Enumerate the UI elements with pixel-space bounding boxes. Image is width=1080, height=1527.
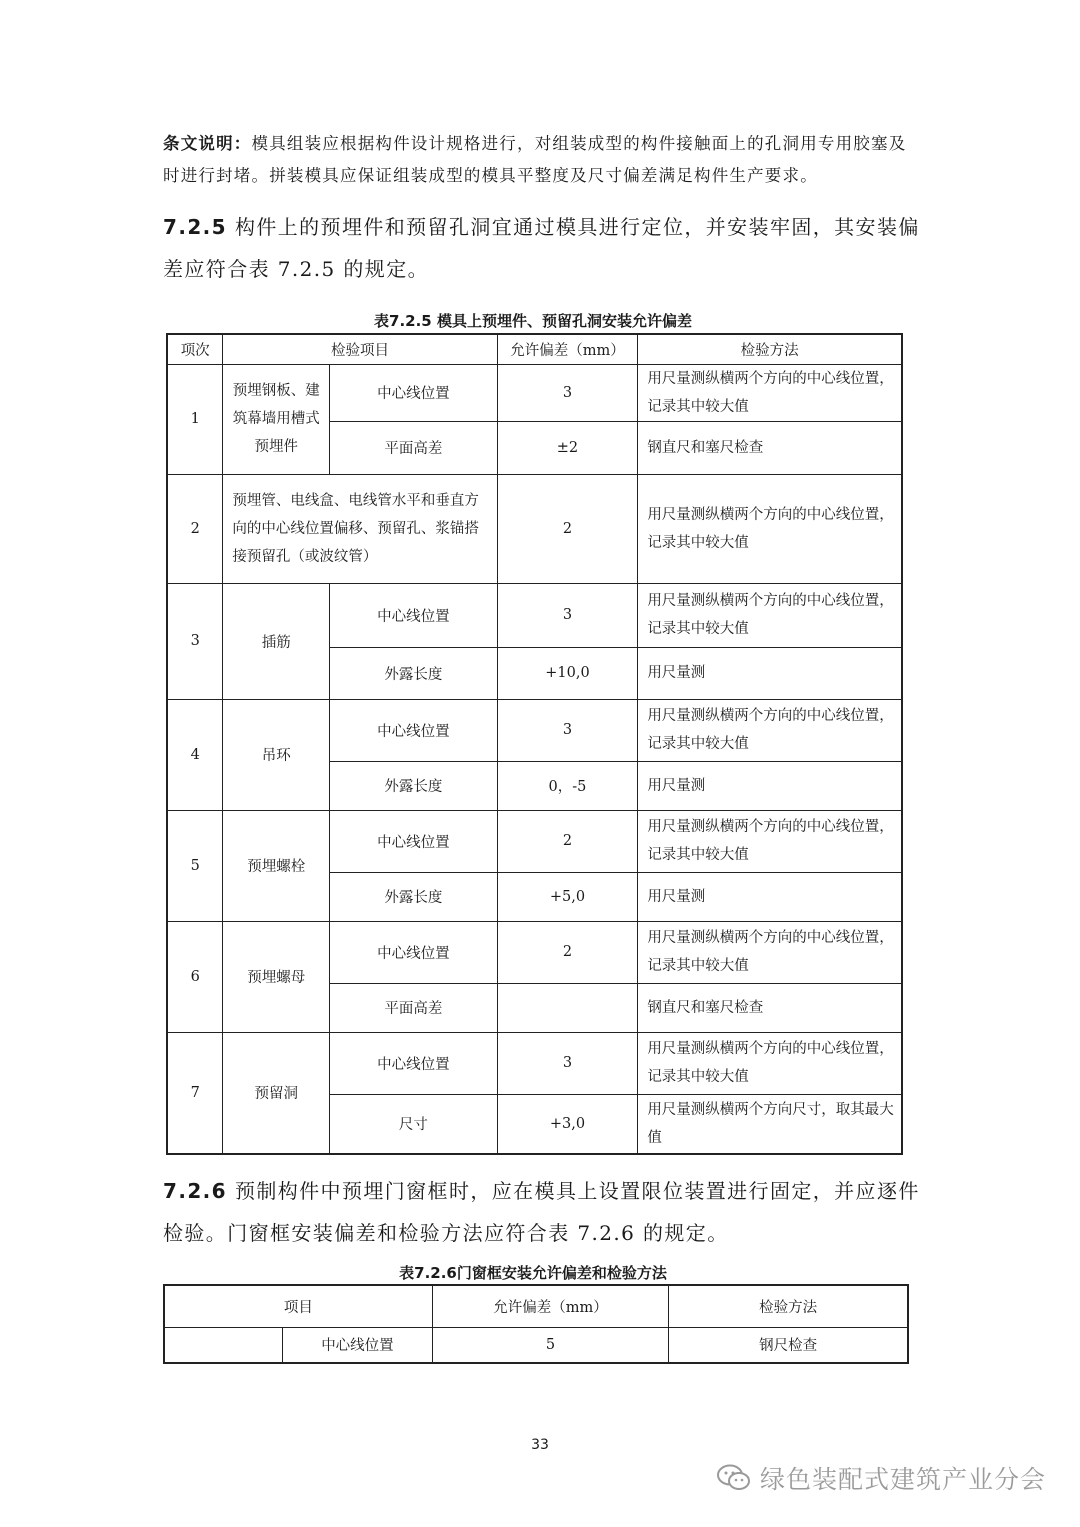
row-tolerance: 3	[497, 364, 638, 421]
row-tolerance: +10,0	[497, 647, 638, 699]
table-row	[167, 474, 902, 583]
clause-text: 构件上的预埋件和预留孔洞宜通过模具进行定位，并安装牢固，其安装偏差应符合表 7.2.5 的规定。	[163, 215, 920, 281]
row-method: 用尺量测纵横两个方向的中心线位置，记录其中较大值	[638, 810, 902, 872]
row-subitem: 外露长度	[330, 872, 497, 921]
watermark	[716, 1460, 1046, 1496]
row-no: 6	[167, 921, 223, 1032]
row-item: 预留洞	[223, 1032, 330, 1154]
row-method: 钢直尺和塞尺检查	[638, 983, 902, 1032]
table-row	[167, 921, 902, 983]
row-item: 预埋螺栓	[223, 810, 330, 921]
row-method: 用尺量测纵横两个方向的中心线位置，记录其中较大值	[638, 474, 902, 583]
row-tolerance: 2	[497, 474, 638, 583]
header-item: 项目	[164, 1285, 432, 1327]
row-tolerance: +3,0	[497, 1094, 638, 1154]
row-subitem: 外露长度	[330, 761, 497, 810]
wechat-icon	[716, 1463, 752, 1493]
row-tolerance	[497, 983, 638, 1032]
table-header-row	[167, 334, 902, 364]
table-header-row	[164, 1285, 908, 1327]
row-no: 1	[167, 364, 223, 474]
table-7-2-6	[163, 1284, 909, 1364]
row-subitem: 外露长度	[330, 647, 497, 699]
table-caption-726: 表7.2.6门窗框安装允许偏差和检验方法	[399, 1264, 667, 1282]
row-subitem: 中心线位置	[330, 921, 497, 983]
explanation-text: 模具组装应根据构件设计规格进行，对组装成型的构件接触面上的孔洞用专用胶塞及时进行封堵。拼装模具应保证组装成型的模具平整度及尺寸偏差满足构件生产要求。	[163, 134, 907, 185]
clause-7-2-5	[163, 206, 923, 290]
table-caption-725: 表7.2.5 模具上预埋件、预留孔洞安装允许偏差	[374, 312, 692, 330]
table-row	[167, 364, 902, 421]
row-tolerance: 5	[432, 1327, 668, 1363]
table-row	[167, 583, 902, 647]
table-row	[164, 1327, 908, 1363]
table-row	[167, 810, 902, 872]
header-tolerance: 允许偏差（mm）	[497, 334, 638, 364]
clause-explanation	[163, 128, 923, 192]
row-method: 用尺量测	[638, 647, 902, 699]
row-no: 4	[167, 699, 223, 810]
row-item: 吊环	[223, 699, 330, 810]
row-method: 用尺量测纵横两个方向的中心线位置，记录其中较大值	[638, 583, 902, 647]
row-subitem: 中心线位置	[330, 364, 497, 421]
header-method: 检验方法	[669, 1285, 908, 1327]
row-subitem: 中心线位置	[330, 1032, 497, 1094]
clause-7-2-6	[163, 1170, 923, 1254]
row-no: 7	[167, 1032, 223, 1154]
row-tolerance: 3	[497, 1032, 638, 1094]
row-tolerance: 0，-5	[497, 761, 638, 810]
page-number: 33	[531, 1437, 549, 1453]
row-tolerance: +5,0	[497, 872, 638, 921]
header-tolerance: 允许偏差（mm）	[432, 1285, 668, 1327]
row-method: 用尺量测纵横两个方向尺寸，取其最大值	[638, 1094, 902, 1154]
header-item: 检验项目	[223, 334, 497, 364]
row-method: 用尺量测	[638, 761, 902, 810]
row-tolerance: 2	[497, 921, 638, 983]
row-no: 2	[167, 474, 223, 583]
row-item: 预埋管、电线盒、电线管水平和垂直方向的中心线位置偏移、预留孔、浆锚搭接预留孔（或波纹管）	[223, 474, 497, 583]
row-subitem: 中心线位置	[330, 583, 497, 647]
clause-number: 7.2.6	[163, 1179, 227, 1203]
header-no: 项次	[167, 334, 223, 364]
row-subitem: 平面高差	[330, 421, 497, 474]
header-method: 检验方法	[638, 334, 902, 364]
row-subitem: 中心线位置	[283, 1327, 433, 1363]
row-method: 钢直尺和塞尺检查	[638, 421, 902, 474]
row-subitem: 平面高差	[330, 983, 497, 1032]
row-item: 预埋钢板、建筑幕墙用槽式预埋件	[223, 364, 330, 474]
watermark-text: 绿色装配式建筑产业分会	[759, 1465, 1046, 1494]
clause-number: 7.2.5	[163, 215, 227, 239]
row-item: 插筋	[223, 583, 330, 699]
row-tolerance: 3	[497, 583, 638, 647]
row-method: 用尺量测纵横两个方向的中心线位置，记录其中较大值	[638, 921, 902, 983]
row-tolerance: 3	[497, 699, 638, 761]
row-no: 3	[167, 583, 223, 699]
row-no: 5	[167, 810, 223, 921]
row-method: 用尺量测纵横两个方向的中心线位置，记录其中较大值	[638, 1032, 902, 1094]
row-subitem: 中心线位置	[330, 699, 497, 761]
row-method: 用尺量测	[638, 872, 902, 921]
table-row	[167, 699, 902, 761]
row-tolerance: 2	[497, 810, 638, 872]
row-tolerance: ±2	[497, 421, 638, 474]
explanation-label: 条文说明：	[163, 134, 252, 153]
row-subitem: 尺寸	[330, 1094, 497, 1154]
table-7-2-5	[166, 333, 903, 1155]
row-subitem: 中心线位置	[330, 810, 497, 872]
row-item	[164, 1327, 283, 1363]
row-item: 预埋螺母	[223, 921, 330, 1032]
row-method: 钢尺检查	[669, 1327, 908, 1363]
row-method: 用尺量测纵横两个方向的中心线位置，记录其中较大值	[638, 699, 902, 761]
row-method: 用尺量测纵横两个方向的中心线位置，记录其中较大值	[638, 364, 902, 421]
table-row	[167, 1032, 902, 1094]
clause-text: 预制构件中预埋门窗框时，应在模具上设置限位装置进行固定，并应逐件检验。门窗框安装偏差和检验方法应符合表 7.2.6 的规定。	[163, 1179, 920, 1245]
